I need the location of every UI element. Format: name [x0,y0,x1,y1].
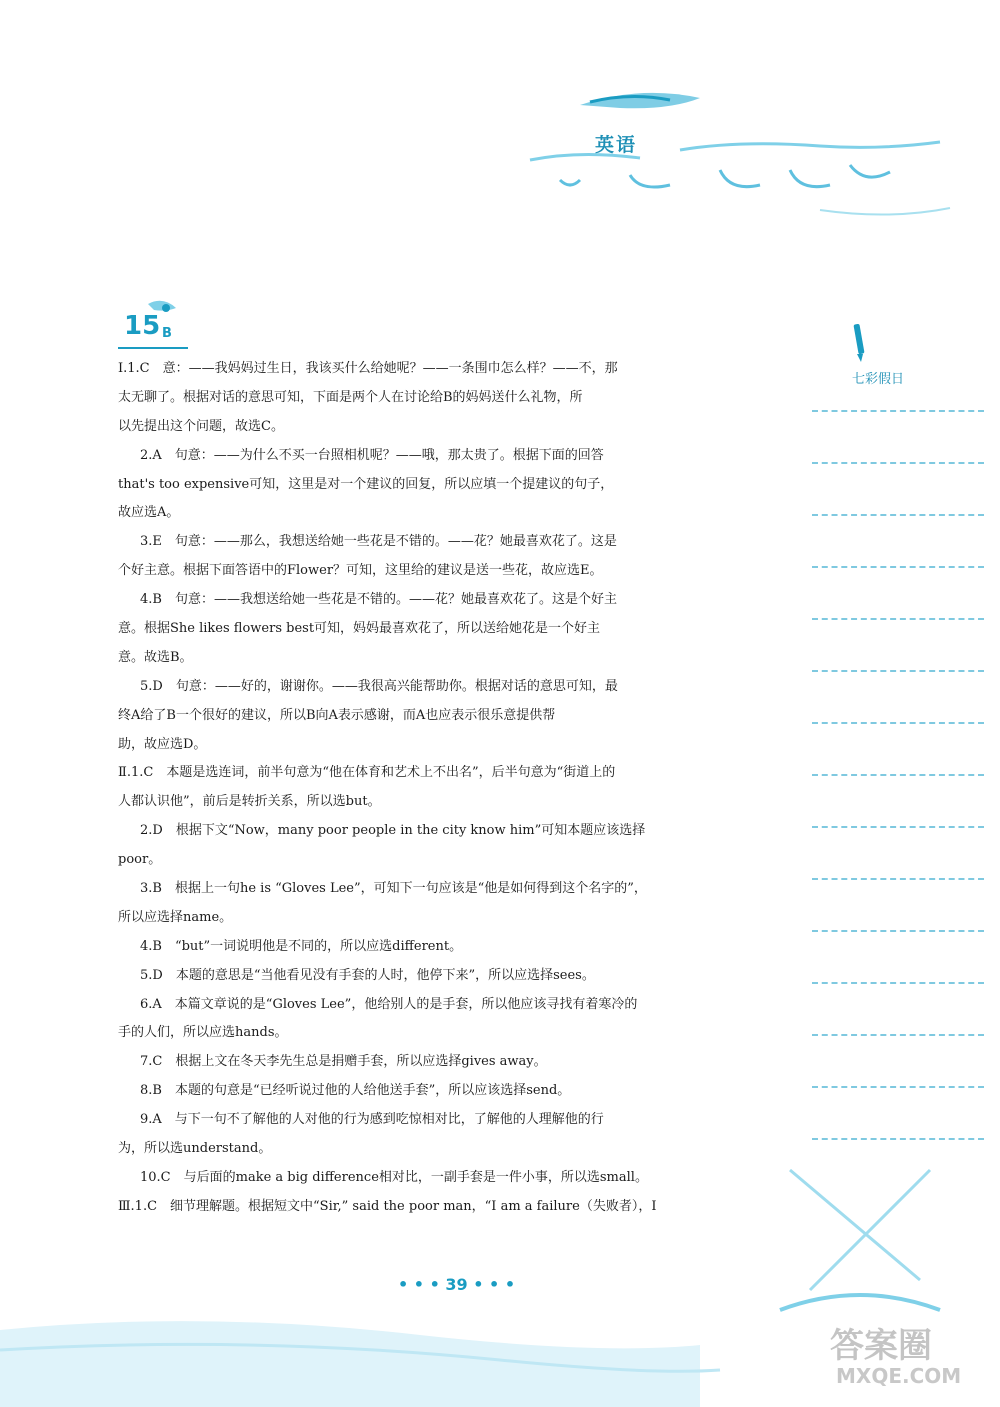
text-line: Ⅰ.1.C 意：——我妈妈过生日，我该买什么给她呢？——一条围巾怎么样？——不，那 [118,361,618,376]
note-line [812,826,984,828]
text-line: 6.A 本篇文章说的是“Gloves Lee”，他给别人的是手套，所以他应该寻找有着寒冷的 [140,996,638,1012]
note-line [812,410,984,412]
section-underline [118,347,188,349]
text-line: 个好主意。根据下面答语中的Flower？可知，这里给的建议是送一些花，故应选E。 [118,563,603,579]
text-line: 7.C 根据上文在冬天李先生总是捐赠手套，所以应选择gives away。 [140,1054,547,1070]
text-line: 故应选A。 [118,505,180,521]
text-line: 意。故选B。 [118,649,193,665]
text-line: 4.B “but”一词说明他是不同的，所以应选different。 [140,938,463,954]
note-line [812,462,984,464]
text-line: 9.A 与下一句不了解他的人对他的行为感到吃惊相对比，了解他的人理解他的行 [140,1112,604,1128]
text-line: 5.D 本题的意思是“当他看见没有手套的人时，他停下来”，所以应选择sees。 [140,967,595,983]
note-line [812,566,984,568]
text-line: that's too expensive可知，这里是对一个建议的回复，所以应填一个提建议的句子， [118,476,614,492]
note-line [812,1138,984,1140]
note-line [812,878,984,880]
note-line [812,1086,984,1088]
page-number: • • • 39 • • • [398,1275,516,1294]
section-number: 15 [124,311,161,341]
note-line [812,670,984,672]
section-letter: B [162,326,172,341]
answer-content [118,355,754,1222]
text-line: 太无聊了。根据对话的意思可知，下面是两个人在讨论给B的妈妈送什么礼物，所 [118,389,583,405]
text-line: 2.A 句意：——为什么不买一台照相机呢？——哦，那太贵了。根据下面的回答 [140,447,604,463]
text-line: 2.D 根据下文“Now，many poor people in the city know him”可知本题应该选择 [140,823,646,839]
text-line: poor。 [118,852,162,868]
header-decoration [520,80,960,230]
watermark-url: MXQE.COM [836,1364,962,1388]
sidebar-label: 七彩假日 [852,372,905,387]
note-line [812,514,984,516]
text-line: 3.B 根据上一句he is “Gloves Lee”，可知下一句应该是“他是如何得到这个名字的”， [140,881,647,897]
pen-icon [848,322,872,366]
text-line: 为，所以选understand。 [118,1141,272,1157]
text-line: 3.E 句意：——那么，我想送给她一些花是不错的。——花？她最喜欢花了。这是 [140,534,617,550]
text-line: Ⅱ.1.C 本题是选连词，前半句意为“他在体育和艺术上不出名”，后半句意为“街道上的 [118,765,616,781]
text-line: 助，故应选D。 [118,736,207,752]
note-line [812,982,984,984]
note-line [812,774,984,776]
text-line: 手的人们，所以应选hands。 [118,1025,288,1041]
text-line: 意。根据She likes flowers best可知，妈妈最喜欢花了，所以送给她花是一个好主 [118,621,601,637]
text-line: 终A给了B一个很好的建议，所以B向A表示感谢，而A也应表示很乐意提供帮 [118,707,556,723]
text-line: 以先提出这个问题，故选C。 [118,418,284,434]
note-line [812,618,984,620]
note-line [812,722,984,724]
text-line: 5.D 句意：——好的，谢谢你。——我很高兴能帮助你。根据对话的意思可知，最 [140,678,618,694]
note-line [812,1034,984,1036]
text-line: Ⅲ.1.C 细节理解题。根据短文中“Sir,” said the poor man，“I am a failure（失败者），I [118,1198,657,1214]
subject-title: 英语 [595,134,638,156]
text-line: 人都认识他”，前后是转折关系，所以选but。 [118,794,381,810]
text-line: 所以应选择name。 [118,909,233,925]
watermark-logo: 答案圈 [830,1326,932,1366]
text-line: 10.C 与后面的make a big difference相对比，一副手套是一件小事，所以选small。 [140,1169,648,1185]
text-line: 4.B 句意：——我想送给她一些花是不错的。——花？她最喜欢花了。这是个好主 [140,592,617,608]
note-line [812,930,984,932]
text-line: 8.B 本题的句意是“已经听说过他的人给他送手套”，所以应该选择send。 [140,1083,571,1099]
